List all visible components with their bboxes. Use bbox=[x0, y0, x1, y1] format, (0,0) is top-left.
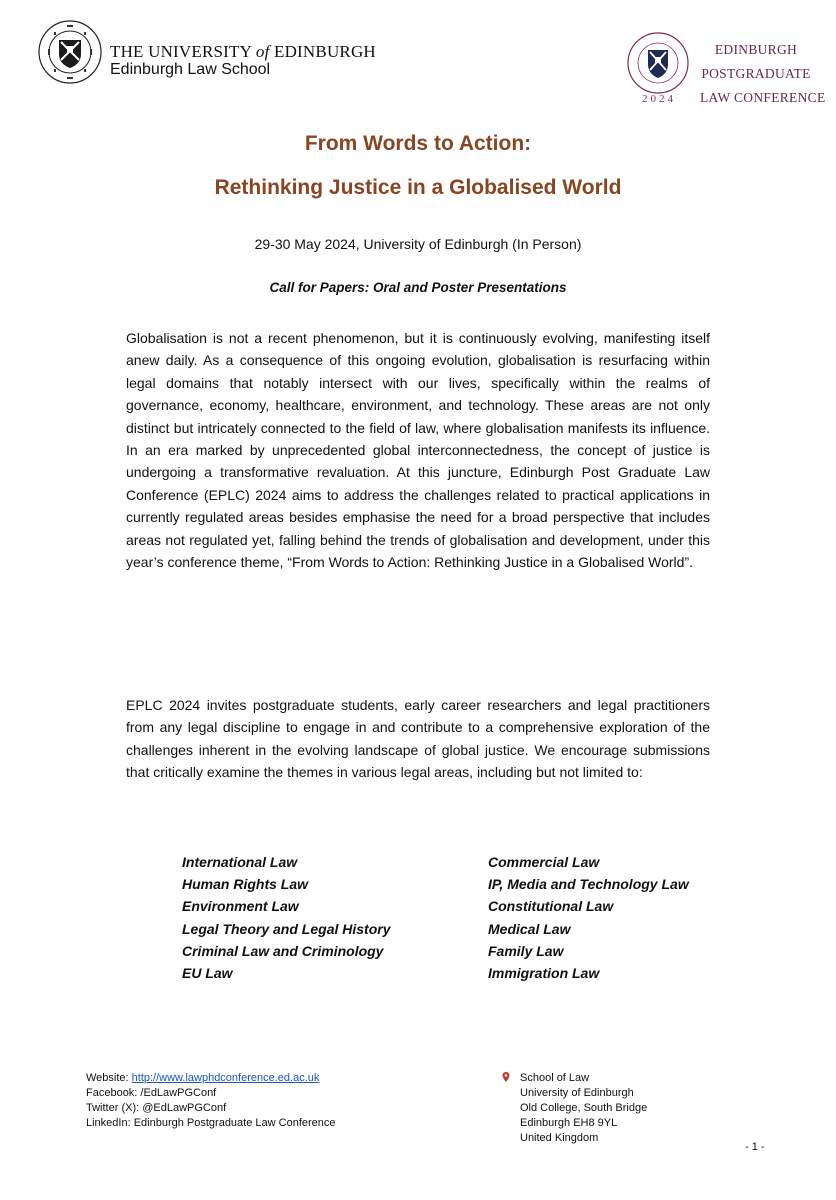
address-line: University of Edinburgh bbox=[520, 1087, 634, 1099]
conference-year: 2024 bbox=[642, 93, 676, 105]
website-link[interactable]: http://www.lawphdconference.ed.ac.uk bbox=[131, 1072, 320, 1084]
event-date: 29-30 May 2024, University of Edinburgh (In Person) bbox=[254, 236, 582, 252]
legal-area-item: Immigration Law bbox=[488, 965, 600, 982]
twitter-line: Twitter (X): @EdLawPGConf bbox=[86, 1102, 227, 1114]
title-line-2: Rethinking Justice in a Globalised World bbox=[214, 176, 622, 199]
conference-name bbox=[700, 38, 826, 110]
legal-area-item: EU Law bbox=[182, 965, 233, 982]
page-number: - 1 - bbox=[745, 1141, 765, 1153]
legal-area-item: IP, Media and Technology Law bbox=[488, 876, 689, 893]
intro-paragraph: Globalisation is not a recent phenomenon, but it is continuously evolving, manifesting itself anew daily. As a consequence of this ongoing evolution, globalisation is resurfacing within legal domains that notably intersect with our lives, specifically within the realms of governance, economy, healthcare, environment, and technology. These areas are not only distinct but intricately connected to the field of law, where globalisation manifests its influence. In an era marked by unprecedented global interconnectedness, the concept of justice is undergoing a transformative revaluation. At this juncture, Edinburgh Post Graduate Law Conference (EPLC) 2024 aims to address the challenges related to practical applications in currently regulated areas besides emphasise the need for a broad perspective that includes areas not regulated yet, falling behind the trends of globalisation and development, under this year’s conference theme, “From Words to Action: Rethinking Justice in a Globalised World”. bbox=[126, 330, 710, 571]
address-line: Edinburgh EH8 9YL bbox=[520, 1117, 618, 1129]
legal-area-item: Family Law bbox=[488, 942, 564, 959]
legal-area-item: Human Rights Law bbox=[182, 876, 309, 893]
university-name: THE UNIVERSITY of EDINBURGH bbox=[110, 42, 376, 61]
title-line-1: From Words to Action: bbox=[304, 132, 532, 155]
postal-address bbox=[520, 1071, 647, 1146]
contact-links bbox=[86, 1071, 336, 1131]
legal-areas-right bbox=[488, 851, 689, 984]
conference-name-line: POSTGRADUATE bbox=[701, 66, 811, 81]
linkedin-line: LinkedIn: Edinburgh Postgraduate Law Conference bbox=[86, 1117, 336, 1129]
legal-area-item: Criminal Law and Criminology bbox=[182, 942, 384, 959]
legal-area-item: International Law bbox=[182, 854, 298, 870]
location-pin-icon bbox=[502, 1072, 510, 1082]
conference-name-line: LAW CONFERENCE bbox=[700, 90, 826, 105]
call-for-papers-heading: Call for Papers: Oral and Poster Presentations bbox=[269, 280, 567, 295]
university-crest-icon bbox=[38, 20, 102, 84]
website-line bbox=[86, 1071, 336, 1086]
school-name: Edinburgh Law School bbox=[110, 61, 271, 78]
legal-area-item: Commercial Law bbox=[488, 854, 600, 870]
address-line: Old College, South Bridge bbox=[520, 1102, 648, 1114]
conference-crest-icon bbox=[627, 32, 689, 94]
address-line: United Kingdom bbox=[520, 1132, 599, 1144]
legal-area-item: Constitutional Law bbox=[488, 898, 614, 915]
legal-area-item: Environment Law bbox=[182, 898, 299, 915]
invitation-paragraph: EPLC 2024 invites postgraduate students, early career researchers and legal practitioners from any legal discipline to engage in and contribute to a comprehensive exploration of the challenges inherent in the evolving landscape of global justice. We encourage submissions that critically examine the themes in various legal areas, including but not limited to: bbox=[126, 697, 710, 781]
facebook-line: Facebook: /EdLawPGConf bbox=[86, 1087, 217, 1099]
legal-area-item: Medical Law bbox=[488, 920, 571, 937]
legal-area-item: Legal Theory and Legal History bbox=[182, 920, 391, 937]
address-line: School of Law bbox=[520, 1072, 590, 1084]
conference-name-line: EDINBURGH bbox=[714, 42, 798, 57]
legal-areas-left bbox=[182, 851, 391, 984]
website-label: Website: bbox=[86, 1072, 132, 1084]
